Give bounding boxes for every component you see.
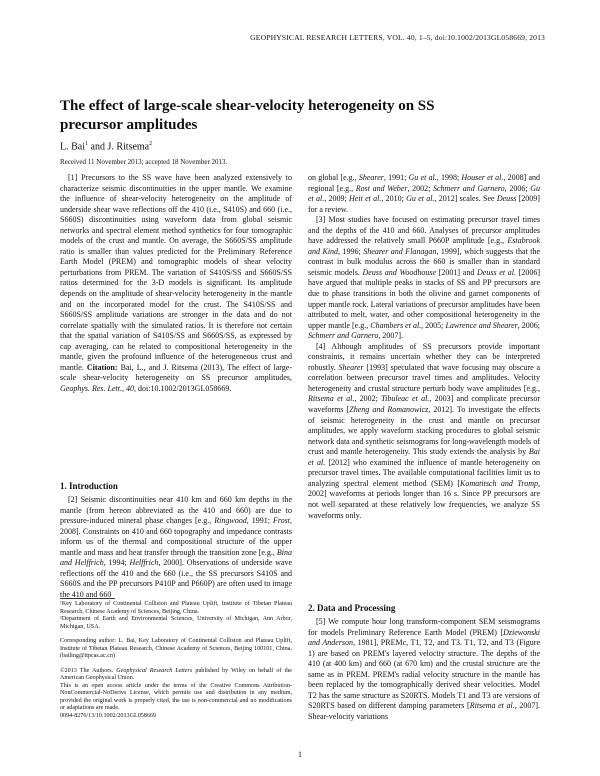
data-processing-body [308,617,540,722]
page-number: 1 [298,750,302,759]
citation: Frost [272,516,290,526]
citation: Chambers et al. [370,320,422,330]
para-marker: [3] [316,215,326,225]
citation: Shearer and Flanagan [363,246,437,256]
paragraph-5 [308,617,540,722]
author-2: J. Ritsema [107,141,150,153]
citation: Ringwood [214,516,247,526]
section-heading-data-processing: 2. Data and Processing [308,603,396,613]
citation: Lawrence and Shearer [445,320,518,330]
text: [2001] and [436,267,478,277]
citation: Bai et al. [308,447,540,467]
citation: Shearer [338,362,364,372]
issn: 0094-8276/13/10.1002/2013GL058669 [60,712,156,719]
citation: Houser et al. [461,173,504,182]
text: , 2006; [504,183,531,193]
text: , 2008]. Constraints on 410 and 660 topography and impedance contrasts inform us of the thermal and compositional structure of the upper mantle and mass and heat transfer through the transition zone [e.g., [60,516,292,557]
text: , 2007]. Shear-velocity variations [308,701,540,721]
text: , 1991; [383,173,409,182]
citation: Estabrook and Kind [308,236,540,256]
affiliation-marker-1: 1 [85,141,88,147]
text: , 2007]. [378,331,404,341]
copyright [60,668,292,683]
text: , 2008] and regional [e.g., [308,173,541,193]
text: We compute hour long transform-component SEM seismograms for models Preliminary Reference Earth Model (PREM) [ [308,617,541,637]
text: [2009] for a review. [308,194,540,214]
citation: Tibuleac et al. [381,394,430,404]
text: Seismic discontinuities near 410 km and 660 km depths in the mantle (from hereon abbreviated as the 410 and 660) are due to pressure-induced mineral phase changes [e.g., [60,495,293,526]
running-head: GEOPHYSICAL RESEARCH LETTERS, VOL. 40, 1–5, doi:10.1002/2013GL058669, 2013 [250,33,545,42]
text: , 2000]. Observations of underside wave reflections off the 410 and the 660 (i.e., the SS precursors S410S and S660S and the PP precursors P410P and P660P) are often used to image the 410 and 660 [60,558,292,599]
text: , 2002; [407,183,433,193]
citation: Helffrich [129,558,159,568]
text: , 2006; [517,320,541,330]
text: Most studies have focused on estimating precursor travel times and the depths of the 410 and 660. Analyses of precursor amplitudes have addressed the relatively small P660P amplitude [e.g., [308,215,540,246]
citation: Gu et al. [406,194,435,204]
corresponding-author: Corresponding author: L. Bai, Key Laboratory of Continental Collision and Plateau Uplift, Institute of Tibetan Plateau Research, Chinese Academy of Sciences, Beijing 100101, China. (bailing@itpcas.ac.cn) [60,638,292,659]
citation: Schmerr and Garnero [432,183,505,193]
text: , 2012] scales. See [434,194,497,204]
text: , 2009; [324,194,350,204]
affiliation-marker-2: 2 [149,141,153,147]
text: , 1994; [103,558,130,568]
journal-name: Geophysical Research Letters [116,667,193,674]
paper-title: The effect of large-scale shear-velocity heterogeneity on SS precursor amplitudes [60,98,435,133]
para-marker: [1] [68,173,78,182]
text: , 1996; [338,246,364,256]
footnote-rule [60,598,115,599]
citation: Bina and Helffrich [60,547,292,568]
text: [1993] speculated that wave focusing may obscure a correlation between precursor travel times and amplitudes. Velocity heterogeneity and crustal structure perturb body wave amplitudes [e.g., [308,362,541,393]
paragraph-2-continued [308,173,540,215]
text: , 1998; [436,173,462,182]
abstract [60,173,292,394]
paragraph-3 [308,215,540,342]
citation-journal: Geophys. Res. Lett., 40 [60,383,134,393]
text: on global [e.g., [308,173,359,182]
citation: Deuss [496,194,517,204]
abstract-paragraph [60,173,292,394]
paragraph-4 [308,342,540,521]
received-dates: Received 11 November 2013; accepted 18 November 2013. [60,158,228,166]
citation: Deuss and Woodhouse [362,267,437,277]
author-1: L. Bai [60,141,85,153]
text: , 1999], which suggests that the contrast in bulk modulus across the 660 is smaller than in standard seismic models. [308,246,540,277]
citation: Heit et al. [349,194,382,204]
citation: Ritsema et al. [469,701,515,711]
author-line [60,141,152,152]
author-separator: and [88,141,108,153]
section-heading-introduction: 1. Introduction [60,481,118,491]
footnote-2: ²Department of Earth and Environmental Sciences, University of Michigan, Ann Arbor, Michigan, USA. [60,616,292,630]
citation: Ritsema et al. [308,394,355,404]
para-marker: [4] [316,341,326,351]
right-column [308,173,540,521]
text: , 2002] waveforms at periods longer than 16 s. Since PP precursors are not well separated at these relatively low frequencies, we analyze SS waveforms only. [308,478,540,520]
text: , 1981], PREMc, T1, T2, and T3. T1, T2, and T3 (Figure 1) are based on PREM's layered velocity structure. The depths of the 410 (at 400 km) and 660 (at 670 km) and the crustal structure are the same as in PREM. PREM's radial velocity structure in the mantle has been replaced by the tomographically derived shear velocities. Model T2 has the same structure as S20RTS. Models T1 and T3 are versions of S20RTS based on different damping parameters [ [308,638,540,711]
citation-doi: , doi:10.1002/2013GL058669. [134,383,232,393]
para-marker: [2] [68,495,78,504]
text: , 2012]. To investigate the effects of seismic heterogeneity in the crust and mantle on precursor amplitudes, we apply waveform stacking procedures to global seismic network data and synthetic seismograms for long-wavelength models of crust and mantle heterogeneity. This study extends the analysis by [308,405,540,457]
citation: Rost and Weber [355,183,408,193]
text: , 1991; [246,516,273,526]
license: This is an open access article under the terms of the Creative Commons Attribution-NonCommercial-NoDerivs License, which permits use and distribution in any medium, provided the original work is properly cited, the use is non-commercial and no modifications or adaptations are made. [60,682,292,711]
citation-text: Bai, L., and J. Ritsema (2013), The effect of large-scale shear-velocity heterogeneity on SS precursor amplitudes, [60,362,293,383]
text: , 2010; [381,194,407,204]
citation-label: Citation: [86,362,118,372]
text: published by Wiley on behalf of the American Geophysical Union. [60,667,292,681]
text: , 2005; [421,320,446,330]
citation: Shearer [358,173,384,182]
citation: Gu et al. [408,173,437,182]
paragraph-2 [60,495,292,600]
footnotes [60,601,292,720]
text: Although amplitudes of SS precursors provide important constraints, it remains uncertain whether they can be interpreted robustly. [308,341,540,372]
text: , 2002; [354,394,382,404]
citation: Schmerr and Garnero [308,331,379,341]
citation: Gu et al. [308,183,540,204]
text: [2006] have argued that multiple peaks in stacks of SS and PP precursors are due to phase transitions in both the olivine and garnet components of upper mantle rock. Lateral variations of precursor amplitudes have been attributed to melt, water, and other compositional heterogeneity in the upper mantle [e.g., [308,267,540,330]
text: , 2003] and complicate precursor waveforms [ [308,394,540,415]
para-marker: [5] [316,617,326,626]
abstract-text: Precursors to the SS wave have been analyzed extensively to characterize seismic discontinuities in the upper mantle. We examine the influence of shear-velocity heterogeneity on the amplitude of underside shear wave reflections off the 410 (i.e., S410S) and 660 (i.e., S660S) discontinuities using waveform data from global seismic networks and spectral element method synthetics for four tomographic models of the crust and mantle. On average, the S660S/SS amplitude ratio is smaller than values predicted for the Preliminary Reference Earth Model (PREM) and tomographic models of shear velocity perturbations from PREM. The variation of S410S/SS and S660S/SS ratios determined for the 3-D models is significant. Its amplitude depends on the amplitude of shear-velocity heterogeneity in the mantle and on the incorporated model for the crust. The S410S/SS and S660S/SS amplitude variations are stronger in the data and do not correlate spatially with the simulated ratios. It is therefore not certain that the spatial variation of S410S/SS and S660S/SS, as expressed by cap averaging, can be related to compositional heterogeneity in the mantle, given the profound influence of the heterogeneous crust and mantle. [60,173,293,372]
introduction-body [60,495,292,600]
footnote-1: ¹Key Laboratory of Continental Collision and Plateau Uplift, Institute of Tibetan Plateau Research, Chinese Academy of Sciences, Beijing, China. [60,601,292,615]
text: [2012] who examined the influence of mantle heterogeneity on precursor travel times. The available computational facilities limit us to analyzing spectral element method (SEM) [ [308,457,540,488]
citation: Dziewonski and Anderson [308,627,540,648]
citation: Deuss et al. [477,267,516,277]
citation: Zheng and Romanowicz [349,405,429,415]
text: ©2013 The Authors. [60,667,117,674]
citation: Komatitsch and Tromp [460,478,538,488]
